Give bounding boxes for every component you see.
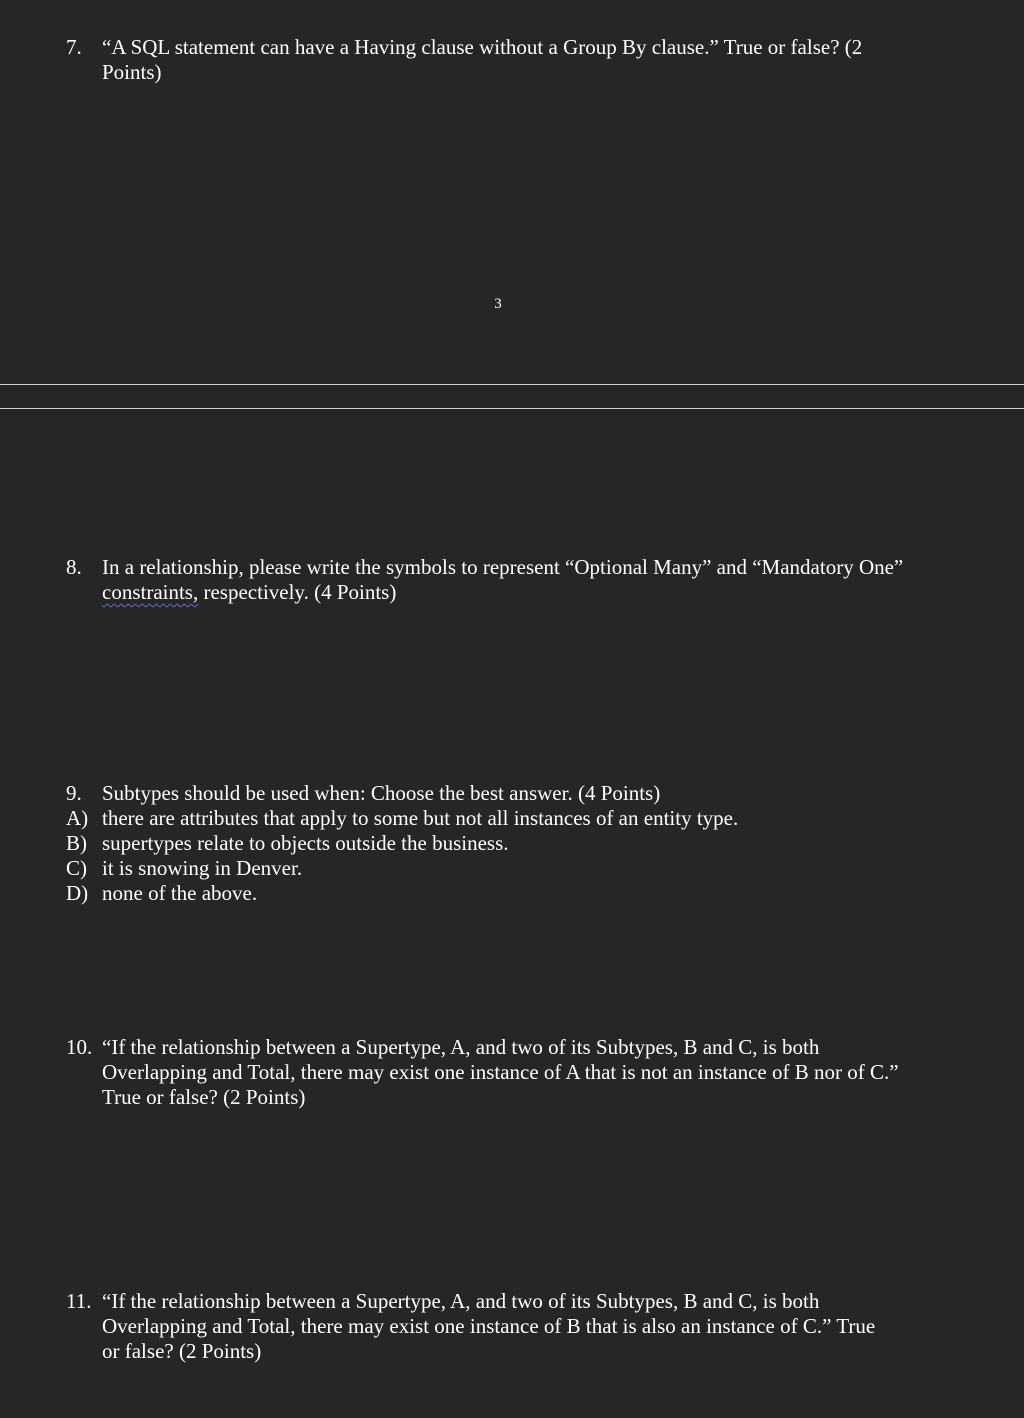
question-text-line: Overlapping and Total, there may exist one instance of A that is not an instance of B nor of C.”: [102, 1060, 899, 1084]
question-number: 9.: [66, 781, 82, 805]
answer-option-d: [66, 881, 932, 906]
question-text-line: “If the relationship between a Supertype, A, and two of its Subtypes, B and C, is both: [102, 1035, 820, 1059]
question-text-fragment: respectively. (4 Points): [198, 580, 397, 604]
question-10: [66, 1035, 932, 1110]
question-text-line: Overlapping and Total, there may exist one instance of B that is also an instance of C.” True: [102, 1314, 876, 1338]
question-9: [66, 781, 932, 906]
question-number: 11.: [66, 1289, 92, 1313]
option-text: there are attributes that apply to some but not all instances of an entity type.: [102, 806, 739, 830]
page-break-rule-bottom: [0, 408, 1024, 409]
question-text-line: or false? (2 Points): [102, 1339, 262, 1363]
question-text-line: In a relationship, please write the symbols to represent “Optional Many” and “Mandatory One”: [102, 555, 904, 579]
question-number: 8.: [66, 555, 82, 579]
option-letter: A): [66, 806, 89, 830]
option-text: it is snowing in Denver.: [102, 856, 303, 880]
option-letter: C): [66, 856, 87, 880]
answer-option-c: [66, 856, 932, 881]
option-text: none of the above.: [102, 881, 258, 905]
question-text-line: True or false? (2 Points): [102, 1085, 306, 1109]
option-letter: B): [66, 831, 87, 855]
page-break-rule-top: [0, 384, 1024, 385]
option-text: supertypes relate to objects outside the business.: [102, 831, 509, 855]
question-8: [66, 555, 932, 605]
answer-option-a: [66, 806, 932, 831]
spellcheck-underlined-word[interactable]: constraints,: [102, 580, 199, 604]
question-text-line: [102, 580, 932, 605]
question-text-line: Points): [102, 60, 162, 84]
question-7: [66, 35, 932, 85]
option-letter: D): [66, 881, 89, 905]
question-text-line: “If the relationship between a Supertype, A, and two of its Subtypes, B and C, is both: [102, 1289, 820, 1313]
question-text-line: “A SQL statement can have a Having clause without a Group By clause.” True or false? (2: [102, 35, 863, 59]
page-number: 3: [494, 296, 502, 312]
question-text: Subtypes should be used when: Choose the best answer. (4 Points): [102, 781, 661, 805]
question-number: 7.: [66, 35, 82, 59]
answer-option-b: [66, 831, 932, 856]
question-number: 10.: [66, 1035, 93, 1059]
question-11: [66, 1289, 932, 1364]
